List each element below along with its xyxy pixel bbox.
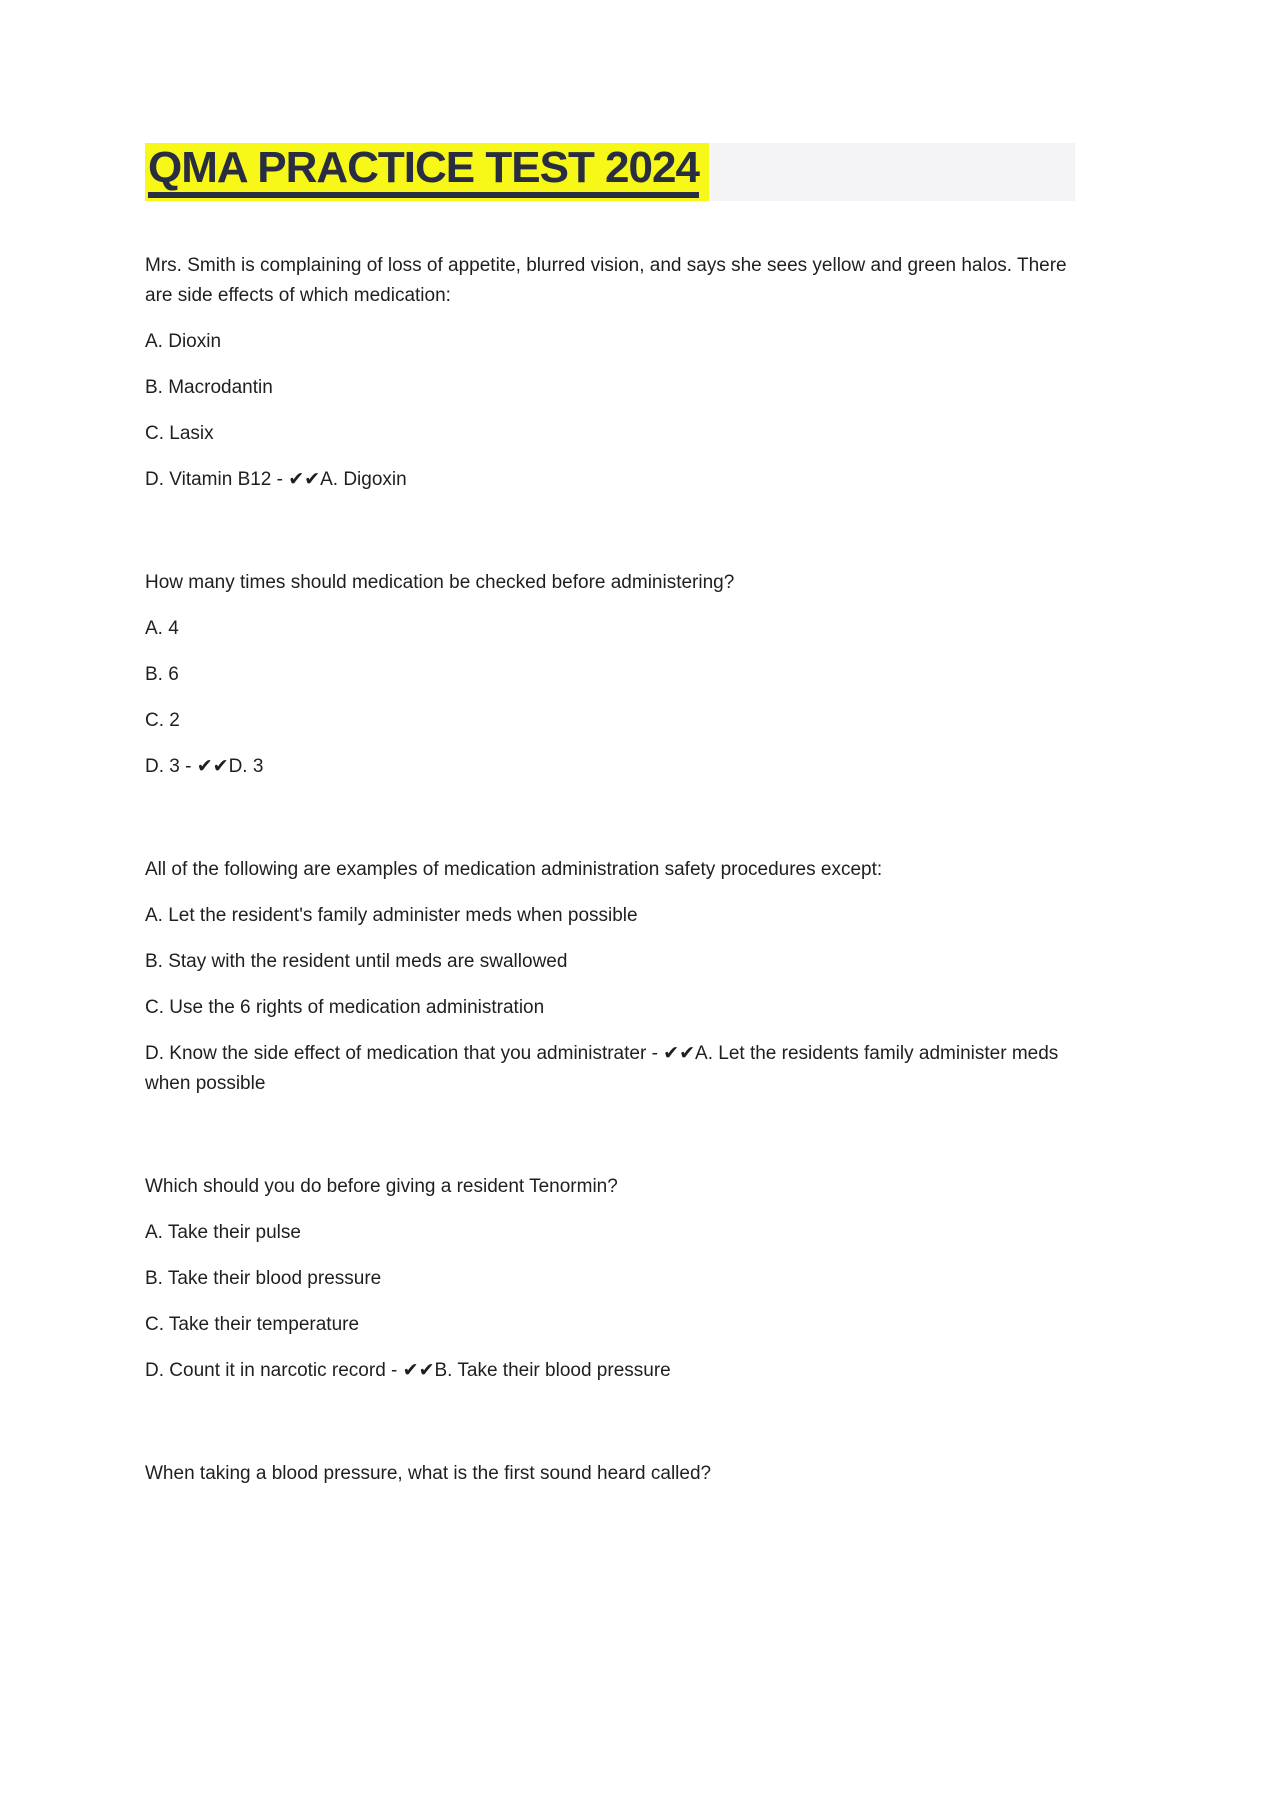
answer-option: B. Take their blood pressure [145,1268,382,1289]
page-content [145,143,1080,1489]
question-block [145,1172,1080,1386]
answer-option: A. 4 [145,618,179,639]
document-page [0,143,1280,1799]
question-block [145,1459,1080,1489]
answer-option: B. Macrodantin [145,377,273,398]
question-stem: Which should you do before giving a resident Tenormin? [145,1176,618,1197]
answer-option: D. Vitamin B12 - ✔✔A. Digoxin [145,469,407,490]
answer-option: B. 6 [145,664,179,685]
answer-option: A. Take their pulse [145,1222,301,1243]
question-block [145,855,1080,1099]
question-stem: Mrs. Smith is complaining of loss of appetite, blurred vision, and says she sees yellow and green halos. There are side effects of which medication: [145,255,1067,306]
question-stem: When taking a blood pressure, what is the first sound heard called? [145,1463,712,1484]
answer-option: C. Lasix [145,423,214,444]
question-block [145,251,1080,495]
question-stem: All of the following are examples of medication administration safety procedures except: [145,859,883,880]
answer-option: A. Dioxin [145,331,222,352]
page-title: QMA PRACTICE TEST 2024 [148,146,699,198]
answer-option: D. Count it in narcotic record - ✔✔B. Take their blood pressure [145,1360,671,1381]
title-bar [145,143,1075,201]
title-highlight [145,143,709,201]
answer-option: C. Use the 6 rights of medication administration [145,997,545,1018]
questions-container [145,251,1080,1489]
question-stem: How many times should medication be checked before administering? [145,572,735,593]
answer-option: A. Let the resident's family administer meds when possible [145,905,638,926]
answer-option: D. Know the side effect of medication that you administrater - ✔✔A. Let the residents family administer meds when possible [145,1043,1059,1094]
answer-option: B. Stay with the resident until meds are swallowed [145,951,568,972]
question-block [145,568,1080,782]
answer-option: D. 3 - ✔✔D. 3 [145,756,264,777]
answer-option: C. Take their temperature [145,1314,360,1335]
answer-option: C. 2 [145,710,180,731]
